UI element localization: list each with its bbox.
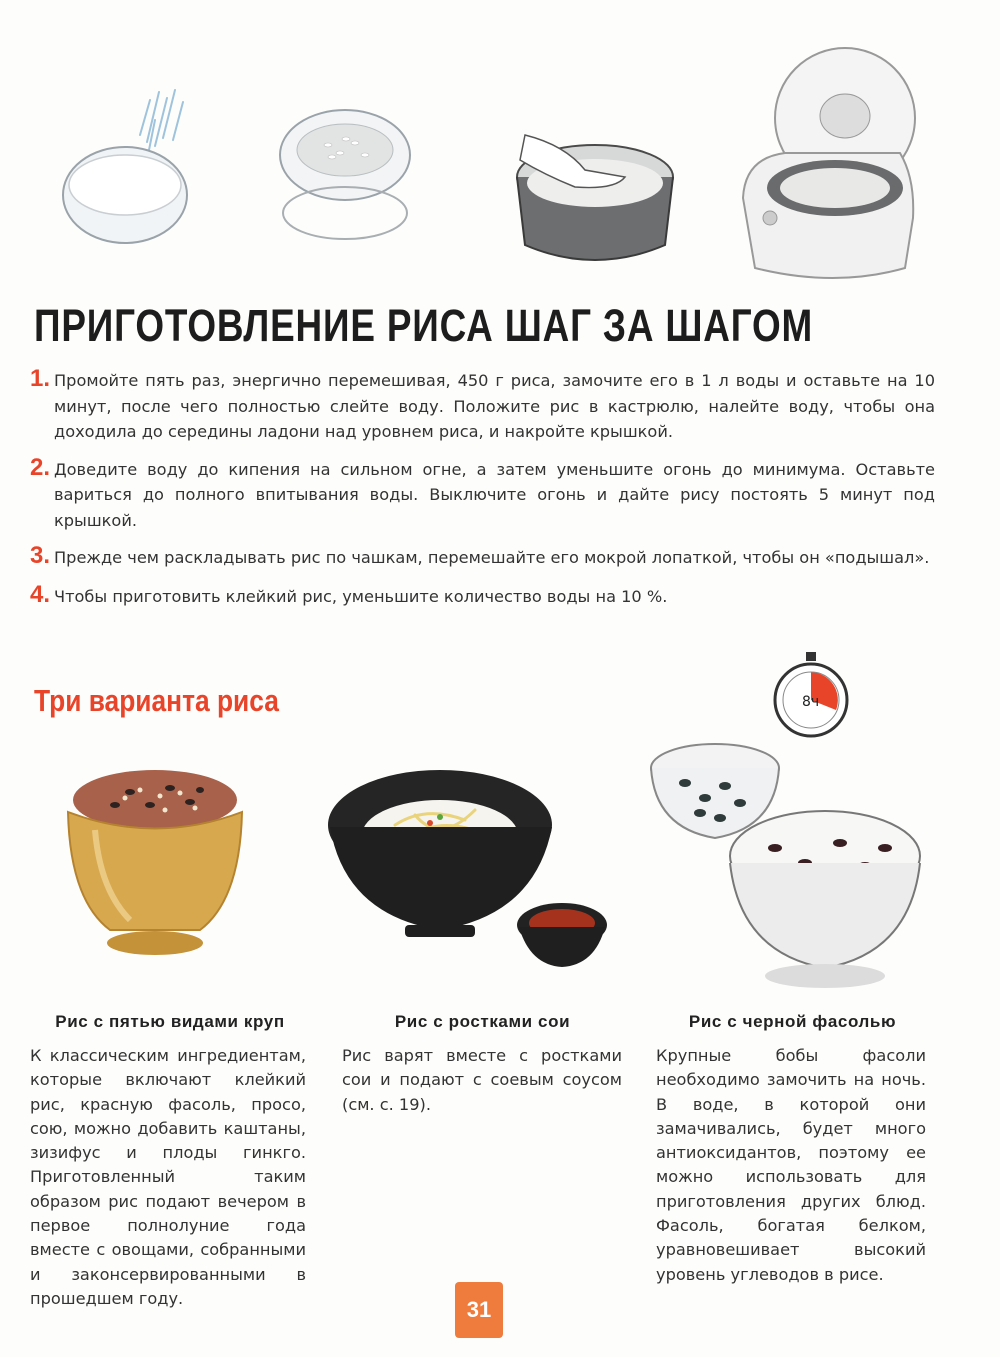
step-text: Доведите воду до кипения на сильном огне, а затем уменьшите огонь до минимума. Оставьте вариться до полного впитывания воды. Выключите огонь и дайте рису постоять 5 минут под крышкой. — [54, 459, 935, 530]
variant-description: Рис варят вместе с ростками сои и подают с соевым соусом (см. с. 19). — [342, 1046, 622, 1114]
page-title: ПРИГОТОВЛЕНИЕ РИСА ШАГ ЗА ШАГОМ — [34, 300, 814, 351]
variant-name: Рис с ростками сои — [394, 1012, 571, 1031]
glass-bowl-water-illustration — [55, 80, 215, 260]
variants-title: Три варианта риса — [34, 683, 279, 718]
step-number: 1. — [30, 365, 51, 392]
pot-with-hand-illustration — [505, 115, 680, 275]
soy-sprout-rice-illustration — [325, 765, 615, 975]
variant-description: Крупные бобы фасоли необходимо замочить на ночь. В воде, в которой они замачивались, будет много антиоксидантов, поэтому ее можно использовать для приготовления других блюд. Фасоль, богатая белком, уравновешивает высокий уровень углеводов в рисе. — [656, 1046, 926, 1284]
variant-description: К классическим ингредиентам, которые включают клейкий рис, красную фасоль, просо, сою, можно добавить каштаны, зизифус и плоды гинкго. Приготовленный таким образом рис подают вечером в первое полнолуние года вместе с овощами, собранными и законсервированными в прошедшем году. — [30, 1046, 306, 1308]
steps-list — [30, 365, 935, 623]
step-item — [30, 365, 935, 445]
step-text: Промойте пять раз, энергично перемешивая, 450 г риса, замочите его в 1 л воды и оставьте на 10 минут, после чего полностью слейте воду. Положите рис в кастрюлю, налейте воду, чтобы она доходила до середины ладони над уровнем риса, и накройте крышкой. — [54, 371, 935, 441]
variant-name: Рис с черной фасолью — [688, 1012, 897, 1031]
five-grain-rice-illustration — [50, 760, 260, 960]
timer-icon — [772, 650, 852, 740]
rice-bowl-illustration — [270, 95, 420, 255]
step-text: Прежде чем раскладывать рис по чашкам, перемешайте его мокрой лопаткой, чтобы он «подышал». — [54, 548, 930, 567]
page-number: 31 — [455, 1282, 503, 1338]
rice-cooker-illustration — [735, 38, 930, 288]
variant-name: Рис с пятью видами круп — [55, 1012, 285, 1031]
step-text: Чтобы приготовить клейкий рис, уменьшите количество воды на 10 %. — [54, 586, 668, 606]
black-bean-rice-illustration — [645, 738, 935, 998]
timer-label: 8ч — [802, 694, 820, 710]
step-number: 2. — [30, 453, 51, 481]
step-number: 4. — [30, 580, 51, 608]
step-item — [30, 580, 935, 610]
step-number: 3. — [30, 542, 51, 569]
step-item — [30, 453, 935, 534]
step-item — [30, 542, 935, 571]
